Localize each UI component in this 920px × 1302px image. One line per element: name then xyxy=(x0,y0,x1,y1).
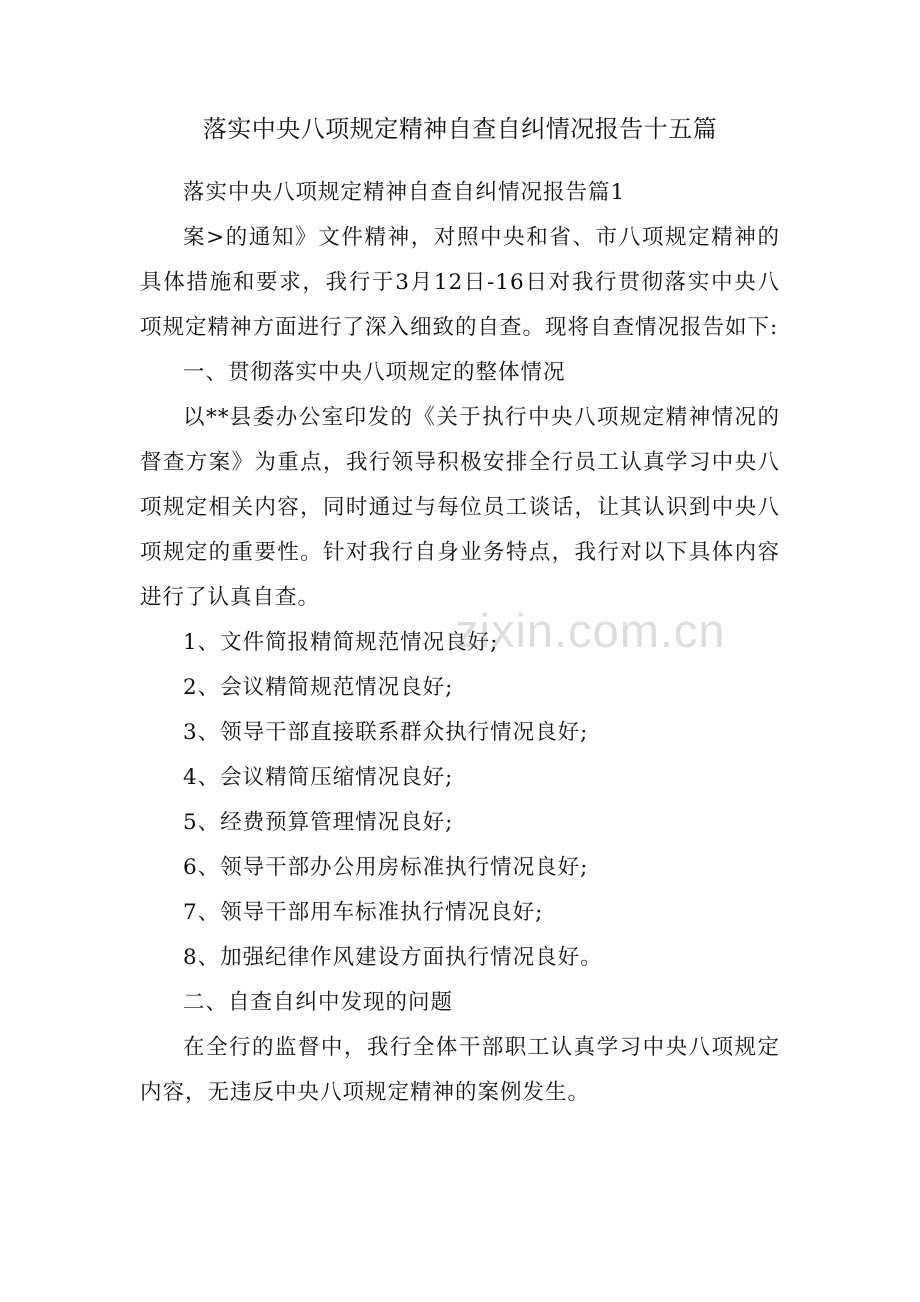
watermark: zixin.com.cn xyxy=(455,604,726,657)
list-item: 8、加强纪律作风建设方面执行情况良好。 xyxy=(183,945,603,970)
section-heading-1: 落实中央八项规定精神自查自纠情况报告篇1 xyxy=(183,180,626,205)
list-item: 5、经费预算管理情况良好; xyxy=(183,810,454,835)
subheading-problems: 二、自查自纠中发现的问题 xyxy=(183,990,454,1015)
list-item: 2、会议精简规范情况良好; xyxy=(183,675,454,700)
closing-paragraph: 在全行的监督中，我行全体干部职工认真学习中央八项规定内容，无违反中央八项规定精神的案例发生。 xyxy=(140,1035,780,1105)
document-body xyxy=(140,170,780,1115)
body-paragraph: 以**县委办公室印发的《关于执行中央八项规定精神情况的督查方案》为重点，我行领导积极安排全行员工认真学习中央八项规定相关内容，同时通过与每位员工谈话，让其认识到中央八项规定的重要性。针对我行自身业务特点，我行对以下具体内容进行了认真自查。 xyxy=(140,405,780,610)
list-item: 4、会议精简压缩情况良好; xyxy=(183,765,454,790)
list-item: 1、文件简报精简规范情况良好; xyxy=(183,630,499,655)
list-item: 7、领导干部用车标准执行情况良好; xyxy=(183,900,544,925)
list-item: 3、领导干部直接联系群众执行情况良好; xyxy=(183,720,589,745)
subheading-overall: 一、贯彻落实中央八项规定的整体情况 xyxy=(183,360,566,385)
document-title: 落实中央八项规定精神自查自纠情况报告十五篇 xyxy=(202,115,718,143)
intro-paragraph: 案>的通知》文件精神，对照中央和省、市八项规定精神的具体措施和要求，我行于3月12日-16日对我行贯彻落实中央八项规定精神方面进行了深入细致的自查。现将自查情况报告如下: xyxy=(140,225,780,340)
list-item: 6、领导干部办公用房标准执行情况良好; xyxy=(183,855,589,880)
